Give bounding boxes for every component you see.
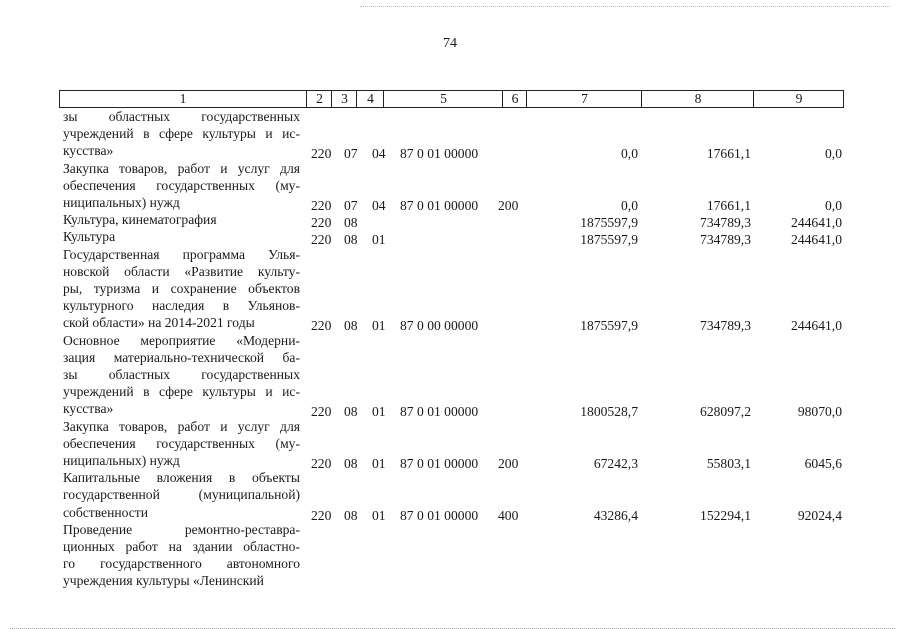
header-col-6: 6 (502, 91, 527, 107)
table-header (59, 90, 844, 108)
cell-c7: 1875597,9 (580, 215, 638, 231)
table-row (0, 332, 905, 418)
description-line: новской области «Развитие культу- (63, 263, 300, 279)
header-col-3: 3 (331, 91, 357, 107)
cell-c4: 04 (372, 197, 386, 213)
description-line: Культура (63, 229, 116, 245)
description-line: обеспечения государственных (му- (63, 435, 300, 451)
description-line: Основное мероприятие «Модерни- (63, 332, 300, 348)
description-line: Закупка товаров, работ и услуг для (63, 160, 300, 176)
description-line: учреждения культуры «Ленинский (63, 573, 264, 589)
description-line: кусства» (63, 143, 114, 159)
description-line: Проведение ремонтно-реставра- (63, 521, 300, 537)
cell-c8: 734789,3 (700, 232, 751, 248)
description-line: Капитальные вложения в объекты (63, 470, 300, 486)
cell-c2: 220 (311, 146, 332, 162)
cell-c8: 734789,3 (700, 215, 751, 231)
cell-c8: 55803,1 (706, 455, 751, 471)
cell-c9: 244641,0 (791, 232, 842, 248)
description-line: учреждений в сфере культуры и ис- (63, 384, 300, 400)
cell-c9: 6045,6 (804, 455, 842, 471)
header-col-9: 9 (753, 91, 844, 107)
cell-c3: 08 (344, 232, 358, 248)
cell-c9: 0,0 (825, 197, 842, 213)
description-line: Закупка товаров, работ и услуг для (63, 418, 300, 434)
description-line: ской области» на 2014-2021 годы (63, 315, 255, 331)
table-row (0, 418, 905, 470)
cell-c6: 200 (498, 197, 519, 213)
cell-c6: 400 (498, 507, 519, 523)
cell-c9: 98070,0 (797, 404, 842, 420)
page-number: 74 (443, 36, 457, 51)
header-col-2: 2 (306, 91, 332, 107)
cell-c2: 220 (311, 197, 332, 213)
cell-c8: 152294,1 (700, 507, 751, 523)
cell-c7: 1875597,9 (580, 232, 638, 248)
row-description (63, 246, 300, 332)
header-col-7: 7 (526, 91, 642, 107)
cell-c7: 67242,3 (593, 455, 638, 471)
description-line: Государственная программа Улья- (63, 246, 300, 262)
cell-c8: 734789,3 (700, 318, 751, 334)
cell-c3: 08 (344, 507, 358, 523)
description-line: обеспечения государственных (му- (63, 177, 300, 193)
description-line: зы областных государственных (63, 366, 300, 382)
cell-c9: 92024,4 (797, 507, 842, 523)
cell-c3: 08 (344, 455, 358, 471)
cell-c8: 17661,1 (706, 197, 751, 213)
cell-c3: 08 (344, 404, 358, 420)
row-description (63, 228, 300, 245)
row-description (63, 160, 300, 212)
cell-c4: 01 (372, 455, 386, 471)
cell-c9: 244641,0 (791, 318, 842, 334)
row-description (63, 332, 300, 418)
cell-c2: 220 (311, 507, 332, 523)
cell-c7: 0,0 (621, 197, 638, 213)
cell-c2: 220 (311, 318, 332, 334)
description-line: зы областных государственных (63, 109, 300, 124)
cell-c7: 0,0 (621, 146, 638, 162)
cell-c5: 87 0 00 00000 (400, 318, 479, 334)
cell-c3: 08 (344, 215, 358, 231)
row-description (63, 211, 300, 228)
table-row (0, 521, 905, 590)
cell-c2: 220 (311, 232, 332, 248)
scan-artifact-top (360, 6, 890, 8)
cell-c8: 628097,2 (700, 404, 751, 420)
cell-c7: 43286,4 (593, 507, 638, 523)
cell-c2: 220 (311, 455, 332, 471)
cell-c2: 220 (311, 215, 332, 231)
table-row (0, 246, 905, 332)
cell-c6: 200 (498, 455, 519, 471)
description-line: кусства» (63, 401, 114, 417)
table-row (0, 211, 905, 231)
table-row (0, 108, 905, 160)
cell-c9: 0,0 (825, 146, 842, 162)
cell-c3: 07 (344, 146, 358, 162)
description-line: ниципальных) нужд (63, 452, 180, 468)
description-line: ры, туризма и сохранение объектов (63, 280, 300, 296)
header-col-1: 1 (179, 91, 187, 106)
row-description (63, 108, 300, 160)
cell-c9: 244641,0 (791, 215, 842, 231)
cell-c7: 1875597,9 (580, 318, 638, 334)
header-col-8: 8 (641, 91, 754, 107)
cell-c5: 87 0 01 00000 (400, 404, 479, 420)
row-description (63, 521, 300, 590)
cell-c8: 17661,1 (706, 146, 751, 162)
description-line: культурного наследия в Ульянов- (63, 298, 300, 314)
cell-c4: 01 (372, 318, 386, 334)
cell-c3: 07 (344, 197, 358, 213)
cell-c3: 08 (344, 318, 358, 334)
cell-c5: 87 0 01 00000 (400, 146, 479, 162)
row-description (63, 469, 300, 521)
table-row (0, 469, 905, 521)
table-row (0, 160, 905, 212)
cell-c5: 87 0 01 00000 (400, 507, 479, 523)
header-col-4: 4 (356, 91, 384, 107)
scan-artifact-bottom (10, 628, 895, 630)
description-line: ниципальных) нужд (63, 194, 180, 210)
cell-c7: 1800528,7 (580, 404, 638, 420)
description-line: собственности (63, 504, 149, 520)
row-description (63, 418, 300, 470)
description-line: Культура, кинематография (63, 212, 217, 228)
header-col-5: 5 (383, 91, 503, 107)
cell-c4: 01 (372, 507, 386, 523)
table-row (0, 228, 905, 248)
cell-c4: 01 (372, 404, 386, 420)
cell-c5: 87 0 01 00000 (400, 455, 479, 471)
description-line: учреждений в сфере культуры и ис- (63, 126, 300, 142)
cell-c4: 04 (372, 146, 386, 162)
description-line: ционных работ на здании областно- (63, 538, 300, 554)
cell-c5: 87 0 01 00000 (400, 197, 479, 213)
description-line: зация материально-технической ба- (63, 349, 300, 365)
description-line: государственной (муниципальной) (63, 487, 300, 503)
cell-c2: 220 (311, 404, 332, 420)
description-line: го государственного автономного (63, 556, 300, 572)
cell-c4: 01 (372, 232, 386, 248)
